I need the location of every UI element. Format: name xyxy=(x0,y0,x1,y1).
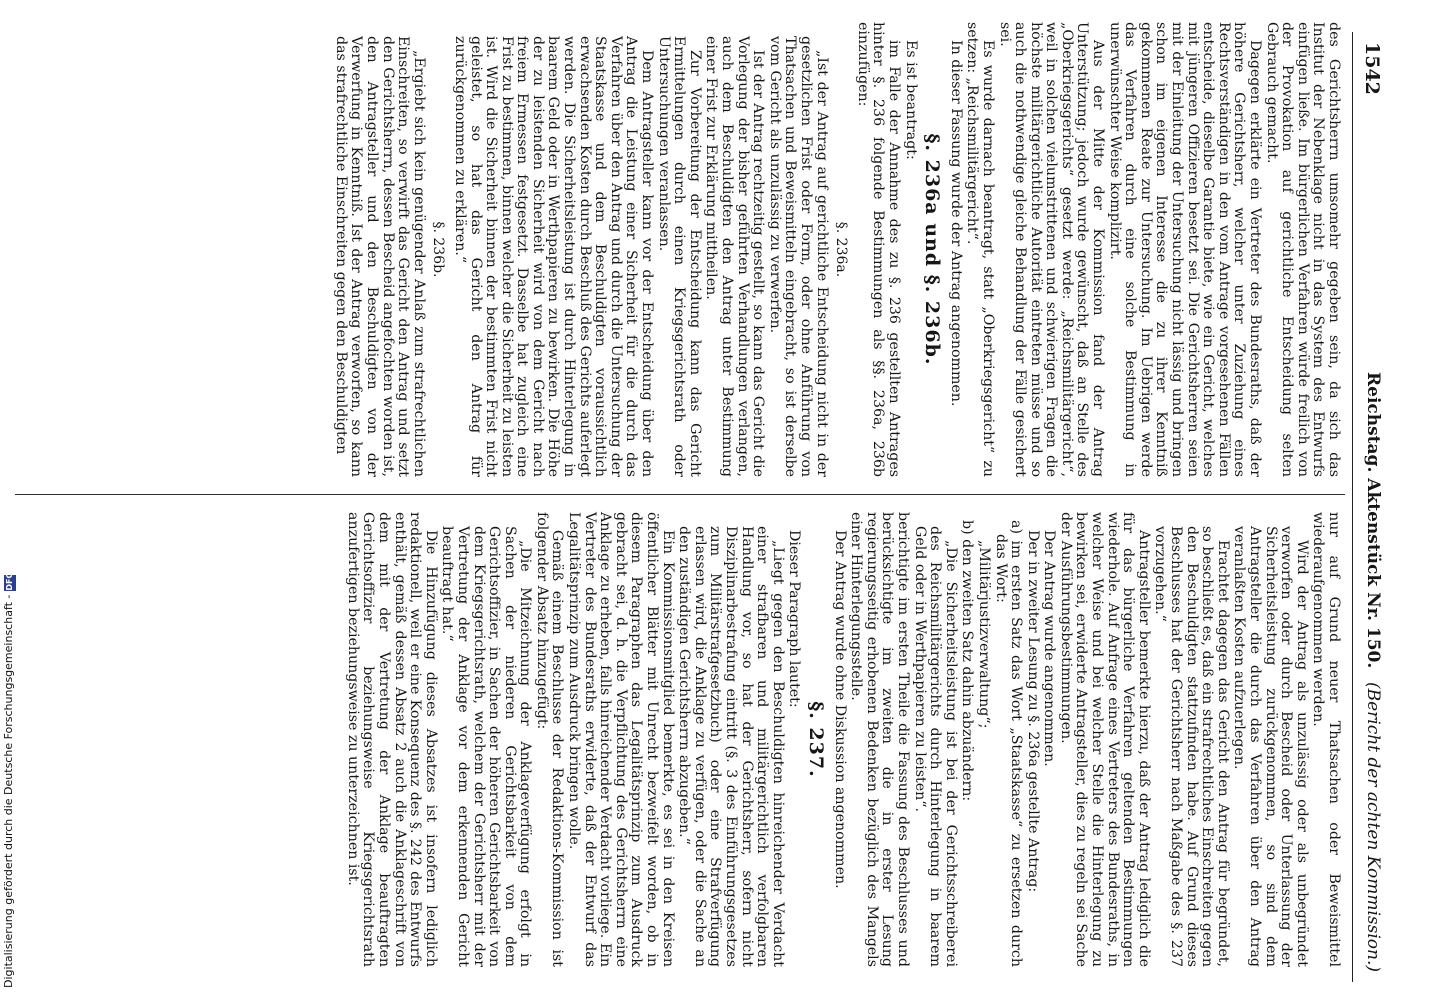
quoted-paragraph: Erachtet dagegen das Gericht den Antrag für begründet, so beschließt es, daß ein strafrechtliches Einschreiten gegen den Beschuldigten stattzufinden habe. Auf Grund dieses Beschlusses hat der Gerichtsherr nach Maßgabe des §. 237 vorzugehen.“ xyxy=(1152,526,1231,967)
quoted-paragraph: Wird der Antrag als unzulässig oder als unbegründet verworfen oder durch Bescheid oder Unterlassung der Sicherheitsleistung zurückgenommen, so sind dem Antragsteller die durch das Verfahren über den Antrag veranlaßten Kosten aufzuerlegen. xyxy=(1231,526,1310,967)
paragraph: Ein Kommissionsmitglied bemerkte, es sei in den Kreisen öffentlicher Blätter mit Unrecht bezweifelt worden, ob in diesem Paragraphen das Legalitätsprinzip zum Ausdruck gebracht sei, d. h. die Verpflichtung des Gerichtsherrn eine Anklage zu erheben, falls hinreichender Verdacht vorliege. Ein Vertreter des Bundesraths erwiderte, daß der Entwurf das Legalitätsprinzip zum Ausdruck bringen wolle. xyxy=(566,512,676,967)
paragraph: des Gerichtsherrn umsomehr gegeben sein, da sich das Institut der Nebenklage nicht in das System des Entwurfs einfügen ließe. Im bürgerlichen Verfahren würde freilich von der Provokation auf gerichtliche Entscheidung selten Gebrauch gemacht. xyxy=(1263,22,1342,477)
quoted-paragraph: „Militärjustizverwaltung“; xyxy=(975,540,992,729)
column-divider xyxy=(15,494,1345,495)
running-title: Reichstag. Aktenstück Nr. 150. xyxy=(1363,372,1383,669)
paragraph: im Falle der Annahme des zu §. 236 gestellten Antrages hinter §. 236 folgende Bestimmungen als §§. 236a, 236b einzufügen: xyxy=(854,22,902,477)
dfg-logo: DFG xyxy=(5,571,14,591)
paragraph: Gemäß einem Beschlusse der Redaktions-Kommission ist folgender Absatz hinzugefügt: xyxy=(533,512,566,967)
paragraph: Dagegen erklärte ein Vertreter des Bundesraths, daß der höhere Gerichtsherr, welcher unter Zuziehung eines Rechtsverständigen in den vom Antrage vorgesehenen Fällen entscheide, dieselbe Garantie biete, wie ein Gericht, welches mit jüngeren Offizieren besetzt sei. Die Gerichtsherren seien mit der Einleitung der Untersuchung nicht lässig und bringen schon im eigenen Interesse die zu ihrer Kenntniß gekommenen Reate zur Untersuchung. Im Uebrigen werde das Verfahren durch eine solche Bestimmung in unerwünschter Weise komplizirt. xyxy=(1106,22,1264,477)
paragraph: Antragsteller bemerkte hierzu, daß der Antrag lediglich die für das bürgerliche Verfahren geltenden Bestimmungen wiederhole. Auf Anfrage eines Vertreters des Bundesraths, in welcher Weise und bei welcher Stelle die Hinterlegung zu bewirken sei, erwiderte Antragsteller, dies zu regeln sei Sache der Ausführungsbestimmungen. xyxy=(1057,512,1152,967)
quoted-paragraph: „Die Sicherheitsleistung ist bei der Gerichtsschreiberei des Reichsmilitärgerichts durch Hinterlegung in baarem Geld oder in Werthpapieren zu leisten“. xyxy=(911,526,959,967)
digitization-note xyxy=(2,571,22,988)
paragraph: Aus der Mitte der Kommission fand der Antrag Unterstützung; jedoch wurde gewünscht, daß an Stelle des „Oberkriegsgerichts“ gesetzt werde: „Reichsmilitärgericht“, weil in solchen vielumstrittenen und schwierigen Fragen die höchste militärgerichtliche Autorität eintreten müsse und so auch die nothwendige gleiche Behandlung der Fälle gesichert sei. xyxy=(996,22,1107,477)
paragraph: Der in zweiter Lesung zu §. 236a gestellte Antrag: xyxy=(1024,530,1041,893)
subsection-heading: §. 236b. xyxy=(430,221,447,278)
document-page xyxy=(5,12,1385,992)
quoted-paragraph: „Die Mitzeichnung der Anklageverfügung erfolgt in Sachen der niederen Gerichtsbarkeit von dem Gerichtsoffizier, in Sachen der höheren Gerichtsbarkeit von dem Kriegsgerichtsrath, welchem der Gerichtsherr mit der Vertretung der Anklage vor dem erkennenden Gericht beauftragt hat.“ xyxy=(439,526,534,967)
page-header xyxy=(1355,42,1385,972)
section-heading: §. 237. xyxy=(805,701,827,778)
quoted-paragraph: „Ergiebt sich kein genügender Anlaß zum strafrechtlichen Einschreiten, so verwirft das Gericht den Antrag und setzt den Gerichtsherrn, dessen Bescheid angefochten worden ist, den Antragsteller und den Beschuldigten von der Verwerfung in Kenntniß. Ist der Antrag verworfen, so kann das strafrechtliche Einschreiten gegen den Beschuldigten xyxy=(332,36,427,477)
paragraph: In dieser Fassung wurde der Antrag angenommen. xyxy=(947,40,964,407)
page-number: 1542 xyxy=(1361,42,1383,95)
paragraph: Dieser Paragraph lautet: xyxy=(786,530,803,708)
subsection-heading: §. 236a. xyxy=(833,221,850,278)
digitization-text: Digitalisierung gefördert durch die Deutsche Forschungsgemeinschaft - xyxy=(2,594,15,988)
section-heading: §. 236a und §. 236b. xyxy=(921,133,944,366)
left-column xyxy=(331,22,1341,477)
paragraph: Es ist beantragt: xyxy=(902,40,919,160)
paragraph: nur auf Grund neuer Thatsachen oder Beweismittel wiederaufgenommen werden. xyxy=(1310,512,1342,967)
paragraph: Der Antrag wurde ohne Diskussion angenommen. xyxy=(831,530,848,889)
quoted-paragraph: Ist der Antrag rechtzeitig gestellt, so kann das Gericht die Vorlegung der bisher geführten Verhandlungen verlangen, auch dem Beschuldigten den Antrag unter Bestimmung einer Frist zur Erklärung mittheilen. xyxy=(703,36,767,477)
header-rule xyxy=(1352,32,1353,982)
quoted-paragraph: „Ist der Antrag auf gerichtliche Entscheidung nicht in der gesetzlichen Frist oder Form, oder ohne Anführung von Thatsachen und Beweismitteln eingebracht, so ist derselbe vom Gericht als unzulässig zu verwerfen. xyxy=(766,36,830,477)
quoted-paragraph: „Liegt gegen den Beschuldigten hinreichender Verdacht einer strafbaren und militärgerichtlich verfolgbaren Handlung vor, so hat der Gerichtsherr, sofern nicht Disziplinarbestrafung eintritt (§. 3 des Einführungsgesetzes zum Militärstrafgesetzbuch) oder eine Strafverfügung erlassen wird, die Anklage zu verfügen, oder die Sache an den zuständigen Gerichtsherrn abzugeben.“ xyxy=(676,526,786,967)
paragraph: Der Antrag wurde angenommen. xyxy=(1041,530,1058,767)
paragraph: Es wurde darnach beantragt, statt „Oberkriegsgericht“ zu setzen: „Reichsmilitärgericht“. xyxy=(964,22,996,477)
quoted-paragraph: Dem Antragsteller kann vor der Entscheidung über den Antrag die Leistung einer Sicherheit für die durch das Verfahren über den Antrag und durch die Untersuchung der Staatskasse und dem Beschuldigten voraussichtlich erwachsenden Kosten durch Beschluß des Gerichts auferlegt werden. Die Sicherheitsleistung ist durch Hinterlegung in baarem Geld oder in Werthpapieren zu bewirken. Die Höhe der zu leistenden Sicherheit wird von dem Gericht nach freiem Ermessen festgesetzt. Dasselbe hat zugleich eine Frist zu bestimmen, binnen welcher die Sicherheit zu leisten ist. Wird die Sicherheit binnen der bestimmten Frist nicht geleistet, so hat das Gericht den Antrag für zurückgenommen zu erklären.“ xyxy=(451,36,656,477)
list-item: b) den zweiten Satz dahin abzuändern: xyxy=(959,520,976,802)
list-item: a) im ersten Satz das Wort „Staatskasse“ zu ersetzen durch das Wort: xyxy=(992,520,1025,967)
right-column xyxy=(343,512,1341,967)
quoted-paragraph: Zur Vorbereitung der Entscheidung kann das Gericht Ermittelungen durch einen Kriegsgerichtsrath oder Untersuchungen veranlassen. xyxy=(655,36,703,477)
paragraph: Die Hinzufügung dieses Absatzes ist insofern lediglich redaktionell, weil er eine Konsequenz des §. 242 des Entwurfs enthält, gemäß dessen Absatz 2 auch die Anklageschrift von dem mit der Vertretung der Anklage beauftragten Gerichtsoffizier beziehungsweise Kriegsgerichtsrath anzufertigen beziehungsweise zu unterzeichnen ist. xyxy=(344,512,439,967)
running-title-right: (Bericht der achten Kommission.) xyxy=(1363,681,1383,972)
paragraph: berichtigte im ersten Theile die Fassung des Beschlusses und berücksichtigte im zweiten die in erster Lesung regierungsseitig erhobenen Bedenken bezüglich des Mangels einer Hinterlegungsstelle. xyxy=(848,512,911,967)
